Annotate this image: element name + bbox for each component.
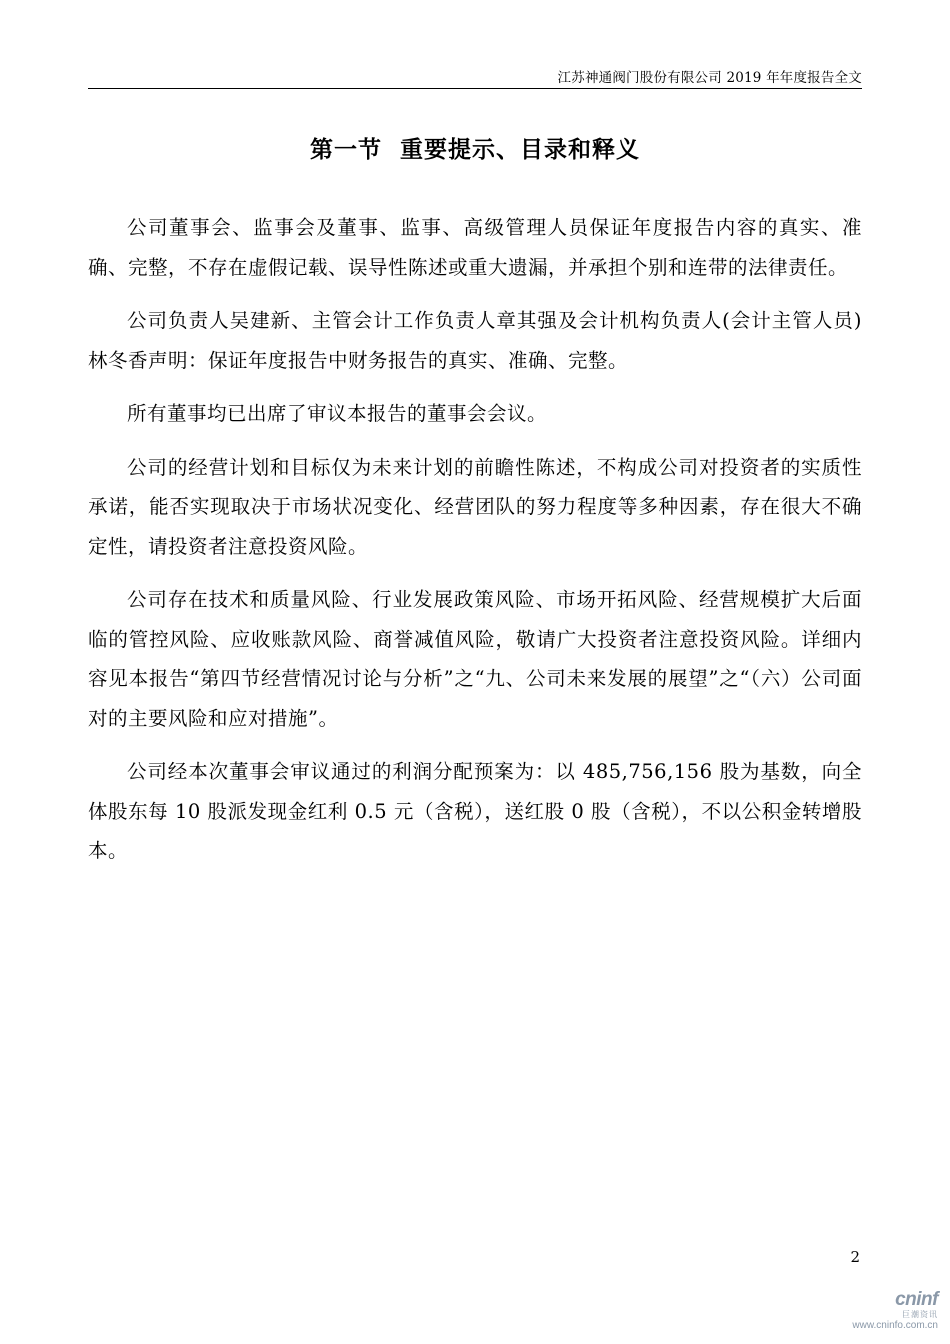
page-number: 2 [850, 1248, 860, 1266]
paragraph-risk-factors: 公司存在技术和质量风险、行业发展政策风险、市场开拓风险、经营规模扩大后面临的管控风险、应收账款风险、商誉减值风险，敬请广大投资者注意投资风险。详细内容见本报告“第四节经营情况讨论与分析”之“九、公司未来发展的展望”之“（六）公司面对的主要风险和应对措施”。 [88, 588, 862, 730]
paragraph-board-attendance: 所有董事均已出席了审议本报告的董事会会议。 [127, 402, 548, 425]
cninfo-logo-subtitle: 巨潮资讯 [902, 1310, 938, 1319]
header-divider [88, 88, 862, 89]
paragraph-forward-looking: 公司的经营计划和目标仅为未来计划的前瞻性陈述，不构成公司对投资者的实质性承诺，能否实现取决于市场状况变化、经营团队的努力程度等多种因素，存在很大不确定性，请投资者注意投资风险。 [88, 455, 862, 558]
cninfo-url: www.cninfo.com.cn [852, 1320, 938, 1331]
paragraph-financial-declaration: 公司负责人吴建新、主管会计工作负责人章其强及会计机构负责人(会计主管人员)林冬香声明：保证年度报告中财务报告的真实、准确、完整。 [88, 309, 862, 372]
cninfo-watermark [838, 1290, 938, 1332]
report-header-title: 江苏神通阀门股份有限公司 2019 年年度报告全文 [557, 70, 862, 86]
paragraph-responsibility-statement: 公司董事会、监事会及董事、监事、高级管理人员保证年度报告内容的真实、准确、完整，不存在虚假记载、误导性陈述或重大遗漏，并承担个别和连带的法律责任。 [88, 216, 862, 279]
section-title: 第一节 重要提示、目录和释义 [309, 136, 640, 163]
document-body [88, 208, 862, 885]
paragraph-profit-distribution: 公司经本次董事会审议通过的利润分配预案为：以 485,756,156 股为基数，向全体股东每 10 股派发现金红利 0.5 元（含税），送红股 0 股（含税），不以公积金转增股本。 [88, 760, 862, 862]
cninfo-logo: cninf [895, 1289, 938, 1310]
